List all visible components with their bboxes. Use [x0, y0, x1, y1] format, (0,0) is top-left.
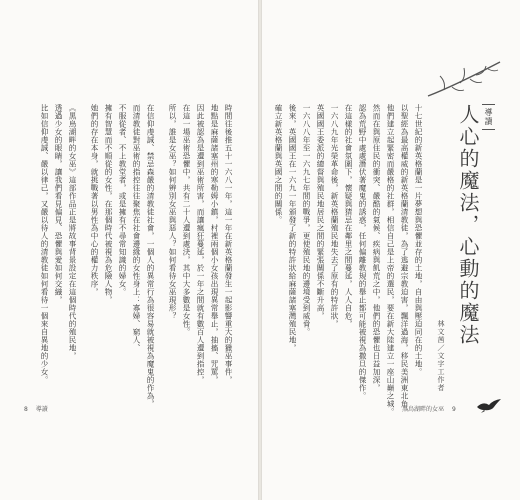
left-column-6: 在信仰虔誠、禁忌森嚴的清教徒社會，一個人的異常行為很容易就被視為魔鬼的作為， — [146, 104, 155, 408]
right-folio — [402, 404, 456, 413]
tree-branch-icon — [424, 56, 504, 106]
left-column-10: 她們的存在本身，就挑戰著以男性為中心的權力秩序， — [90, 104, 99, 296]
blackbird-icon — [476, 398, 502, 418]
author-credit: 林文茜／文字工作者 — [437, 320, 445, 392]
right-column-9: 一六八八年至一六九七年間的戰爭，更使殖民地的邊境受到威脅。 — [302, 104, 311, 336]
section-tag: 導讀 — [482, 104, 495, 130]
right-column-2: 以聖經為最高權威的新英格蘭清教徒，為了逃避宗教迫害，飄洋過海，移民美洲東北角， — [400, 104, 409, 416]
left-column-7: 而清教徒對巫術的指控往往聚焦在社會邊緣的女性身上：寡婦、窮人、 — [132, 104, 141, 352]
right-column-10: 後來，英國國王在一六九一年頒發了新的特許狀給麻薩諸塞灣殖民地， — [288, 104, 297, 352]
right-column-11: 確立新英格蘭與英國之間的關係。 — [274, 104, 283, 224]
right-column-7: 一六八九年光榮革命後，新英格蘭殖民地失去了原有的特許狀， — [330, 104, 339, 328]
left-column-5: 所以，誰是女巫？如何辨別女巫與惡人？如何看待女巫現形？ — [168, 104, 177, 320]
left-page — [0, 0, 258, 500]
left-column-9: 擁有智慧而不順從的女性，在那個時代被視為危險人物， — [104, 104, 113, 304]
right-column-3: 他們建立起緊密而嚴格的社群，相信自己是上帝的選民，要在新大陸建立一座山巔之城。 — [386, 104, 395, 416]
running-head: 導讀 — [35, 406, 48, 413]
left-column-1: 時間往後推五十一六八一年，這一年在新英格蘭發生一起影響重大的獵巫事件， — [224, 104, 233, 384]
page-number: 9 — [451, 406, 456, 413]
right-column-1: 十七世紀的新英格蘭是一片夢想與恐懼並存的土地，自由與壓迫同在的土地。 — [414, 104, 423, 376]
left-column-4: 在這一場巫術恐懼中，共有二十人遭到處決，其中大多數是女性。 — [182, 104, 191, 336]
right-column-6: 在這樣的社會氛圍下，懷疑與猜忌在鄰里之間蔓延，人人自危， — [344, 104, 353, 328]
left-column-8: 不服從者、不上教堂者，或是擁有不尋常知識的婦女。 — [118, 104, 127, 296]
left-column-2: 地點是麻薩諸塞州的寒勒姆小鎮，村裡兩個小女孩出現異常舉止，抽搐、咒罵， — [210, 104, 219, 384]
left-column-3: 因此被認為是遭到巫術所害，而讓瘋狂蔓延，於一年之間就有數百人遭到指控， — [196, 104, 205, 384]
left-column-13: 比如信仰虔誠、嚴以律己，又嚴以待人的清教徒如何看待一個來自異地的少女。 — [40, 104, 49, 384]
right-column-8: 英國國王委派的總督與殖民地居民之間的緊張關係不斷升高， — [316, 104, 325, 320]
chapter-title: 人心的魔法，心動的魔法 — [456, 104, 480, 346]
left-folio — [24, 404, 48, 413]
running-head: 黑鳥湖畔的女巫 — [402, 406, 445, 413]
right-column-4: 然而在與原住民的衝突、嚴酷的氣候、疾病與飢荒之中，他們的恐懼也日益加深， — [372, 104, 381, 392]
left-column-11: 《黑鳥湖畔的女巫》這部作品正是將故事背景設定在這個時代的殖民地， — [68, 104, 77, 360]
page-number: 8 — [24, 406, 28, 413]
left-column-12: 透過少女的眼睛，讓我們看見偏見、恐懼與愛如何交織， — [54, 104, 63, 304]
right-column-5: 認為荒野中處處潛伏著魔鬼的誘惑，任何偏離教規的舉止都可能被視為撒旦的傑作。 — [358, 104, 367, 400]
